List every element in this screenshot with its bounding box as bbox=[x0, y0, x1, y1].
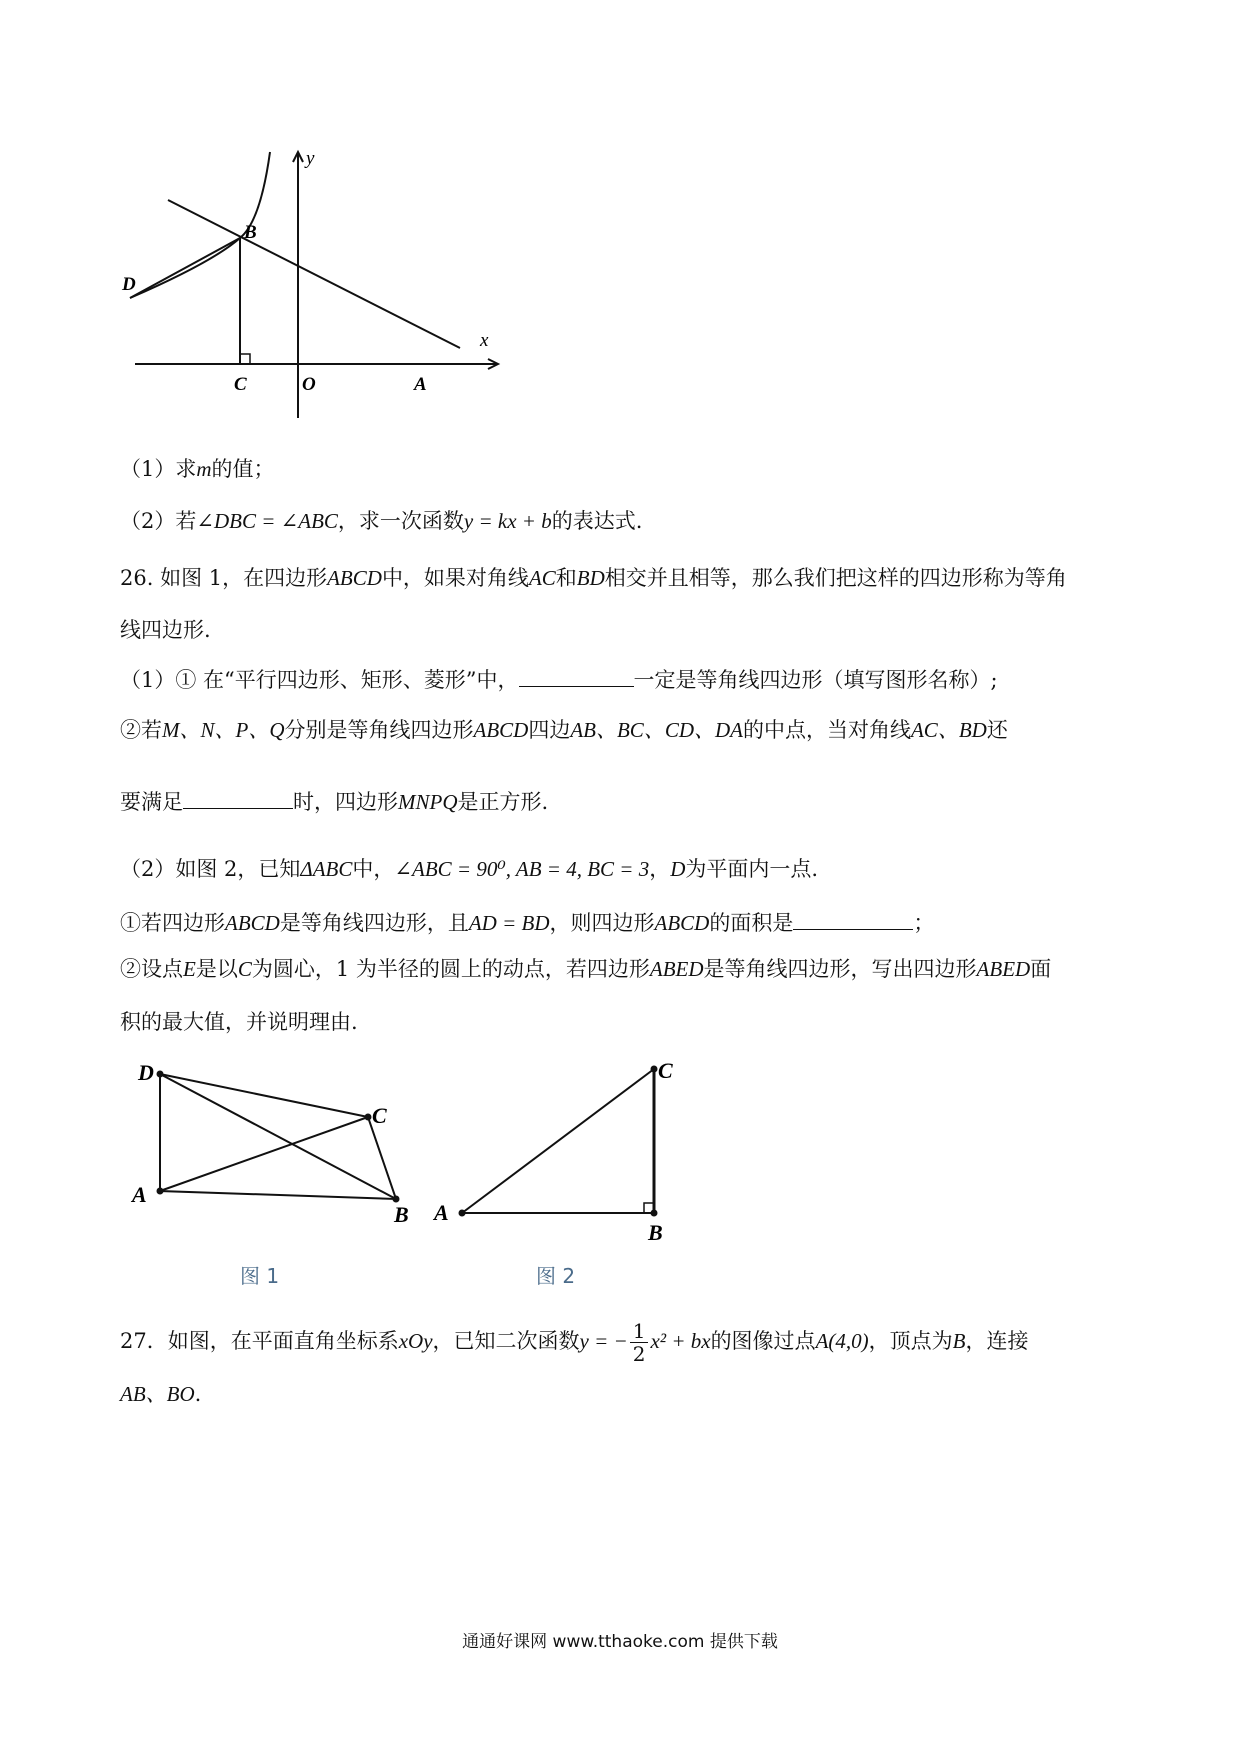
text: 的中点，当对角线 bbox=[742, 718, 911, 742]
math: ABCD bbox=[225, 911, 280, 935]
q26-part2a bbox=[120, 907, 934, 937]
text: 是等角线四边形，且 bbox=[279, 911, 469, 935]
label-b: B bbox=[394, 1202, 409, 1227]
frac-num: 1 bbox=[630, 1320, 649, 1343]
text: 的面积是 bbox=[709, 911, 794, 935]
text: 27．如图，在平面直角坐标系 bbox=[120, 1329, 399, 1353]
point-a bbox=[459, 1210, 466, 1217]
label-o: O bbox=[302, 374, 316, 395]
math: M、N、P、Q bbox=[162, 718, 285, 742]
label-a: A bbox=[434, 1200, 449, 1225]
math: ABCD bbox=[473, 718, 529, 742]
text: 中，如果对角线 bbox=[381, 566, 529, 590]
math: ABED bbox=[649, 957, 704, 981]
label-d: D bbox=[122, 274, 136, 295]
text: . bbox=[194, 1382, 202, 1406]
text: 为平面内一点. bbox=[685, 857, 819, 881]
math: AB、BC、CD、DA bbox=[570, 718, 743, 742]
text: 线四边形. bbox=[120, 618, 211, 642]
point-d bbox=[157, 1071, 164, 1078]
math: x² + bx bbox=[650, 1329, 711, 1353]
text: 的值； bbox=[211, 457, 275, 481]
text: 26. 如图 1，在四边形 bbox=[120, 566, 328, 590]
text: ，则四边形 bbox=[549, 911, 655, 935]
label-b: B bbox=[244, 222, 257, 243]
text: 四边 bbox=[528, 718, 571, 742]
q25-part1 bbox=[120, 455, 275, 483]
text: 是等角线四边形，写出四边形 bbox=[703, 957, 977, 981]
math: ABCD bbox=[654, 911, 710, 935]
segment-bd bbox=[130, 238, 240, 298]
text: 相交并且相等，那么我们把这样的四边形称为等角 bbox=[604, 566, 1067, 590]
text: （1）① 在“平行四边形、矩形、菱形”中， bbox=[120, 668, 519, 692]
math: xOy bbox=[398, 1329, 433, 1353]
label-x: x bbox=[480, 330, 489, 351]
line-kx-b bbox=[168, 200, 460, 348]
point-b bbox=[651, 1210, 658, 1217]
math: C bbox=[237, 957, 252, 981]
math: E bbox=[183, 957, 196, 981]
text: 是正方形. bbox=[457, 790, 549, 814]
text: 中， bbox=[352, 857, 395, 881]
text: 面 bbox=[1030, 957, 1052, 981]
math: ∠ABC = 90⁰, AB = 4, BC = 3 bbox=[394, 857, 650, 881]
q27-intro bbox=[120, 1315, 1028, 1367]
var-m: m bbox=[196, 457, 212, 481]
label-d: D bbox=[138, 1060, 154, 1085]
text: （2）如图 2，已知 bbox=[120, 857, 301, 881]
q26-part2b bbox=[120, 955, 1051, 983]
right-angle-mark bbox=[240, 354, 250, 364]
text: 积的最大值，并说明理由. bbox=[120, 1010, 358, 1034]
frac-den: 2 bbox=[632, 1342, 646, 1366]
side-ac bbox=[462, 1069, 654, 1213]
math: AD = BD bbox=[468, 911, 550, 935]
text: 一定是等角线四边形（填写图形名称）; bbox=[633, 668, 998, 692]
text: ①若四边形 bbox=[120, 911, 225, 935]
math: BD bbox=[576, 566, 605, 590]
text: 是以 bbox=[195, 957, 238, 981]
q27-line2 bbox=[120, 1380, 201, 1408]
q26-part1b bbox=[120, 716, 1008, 744]
answer-blank-1[interactable] bbox=[519, 664, 634, 687]
text: ，顶点为 bbox=[868, 1329, 953, 1353]
fraction-one-half bbox=[630, 1320, 649, 1365]
point-c bbox=[651, 1066, 658, 1073]
text: （1）求 bbox=[120, 457, 197, 481]
label-y: y bbox=[306, 148, 315, 169]
math: A(4,0) bbox=[815, 1329, 869, 1353]
math: ABED bbox=[976, 957, 1031, 981]
label-a: A bbox=[414, 374, 427, 395]
text: ，求一次函数 bbox=[337, 509, 464, 533]
figure-2-right-triangle bbox=[428, 1050, 688, 1250]
point-a bbox=[157, 1188, 164, 1195]
text: 要满足 bbox=[120, 790, 183, 814]
text: 时，四边形 bbox=[293, 790, 398, 814]
q26-part1c bbox=[120, 786, 548, 816]
text: ， bbox=[649, 857, 671, 881]
math: AB、BO bbox=[120, 1382, 195, 1406]
label-a: A bbox=[132, 1182, 147, 1207]
text: 分别是等角线四边形 bbox=[284, 718, 474, 742]
math: D bbox=[670, 857, 686, 881]
q26-intro-line2 bbox=[120, 616, 211, 644]
text: （2）若 bbox=[120, 509, 197, 533]
q26-part1a bbox=[120, 664, 998, 694]
answer-blank-2[interactable] bbox=[183, 786, 293, 809]
text: 的图像过点 bbox=[710, 1329, 816, 1353]
q26-intro bbox=[120, 564, 1067, 592]
math: ABCD bbox=[327, 566, 382, 590]
label-c: C bbox=[234, 374, 247, 395]
math: AC、BD bbox=[910, 718, 987, 742]
label-c: C bbox=[372, 1103, 387, 1128]
text: ②若 bbox=[120, 718, 162, 742]
text: ②设点 bbox=[120, 957, 183, 981]
text: ，已知二次函数 bbox=[432, 1329, 580, 1353]
math: ∠DBC = ∠ABC bbox=[196, 509, 338, 533]
label-c: C bbox=[658, 1058, 673, 1083]
math: AC bbox=[528, 566, 556, 590]
text: 和 bbox=[555, 566, 577, 590]
text: ，连接 bbox=[965, 1329, 1029, 1353]
q26-part2 bbox=[120, 855, 818, 883]
point-c bbox=[365, 1114, 372, 1121]
diagonal-bd bbox=[160, 1074, 396, 1199]
text: 还 bbox=[986, 718, 1008, 742]
fig2-caption: 图 2 bbox=[536, 1264, 576, 1288]
figure-hyperbola-line bbox=[120, 140, 560, 430]
math: ΔABC bbox=[300, 857, 353, 881]
fig1-caption: 图 1 bbox=[240, 1264, 280, 1288]
figure-1-quadrilateral bbox=[128, 1060, 428, 1230]
q26-part2b-line2 bbox=[120, 1008, 358, 1036]
page-footer: 通通好课网 www.tthaoke.com 提供下载 bbox=[462, 1632, 778, 1652]
text: 为圆心，1 为半径的圆上的动点，若四边形 bbox=[251, 957, 650, 981]
math: B bbox=[952, 1329, 966, 1353]
q25-part2 bbox=[120, 507, 642, 535]
math: MNPQ bbox=[398, 790, 458, 814]
math: y = kx + b bbox=[463, 509, 552, 533]
answer-blank-3[interactable] bbox=[793, 907, 913, 930]
text: ； bbox=[913, 911, 935, 935]
math: y = − bbox=[579, 1329, 628, 1353]
label-b: B bbox=[648, 1220, 663, 1245]
text: 的表达式. bbox=[551, 509, 643, 533]
